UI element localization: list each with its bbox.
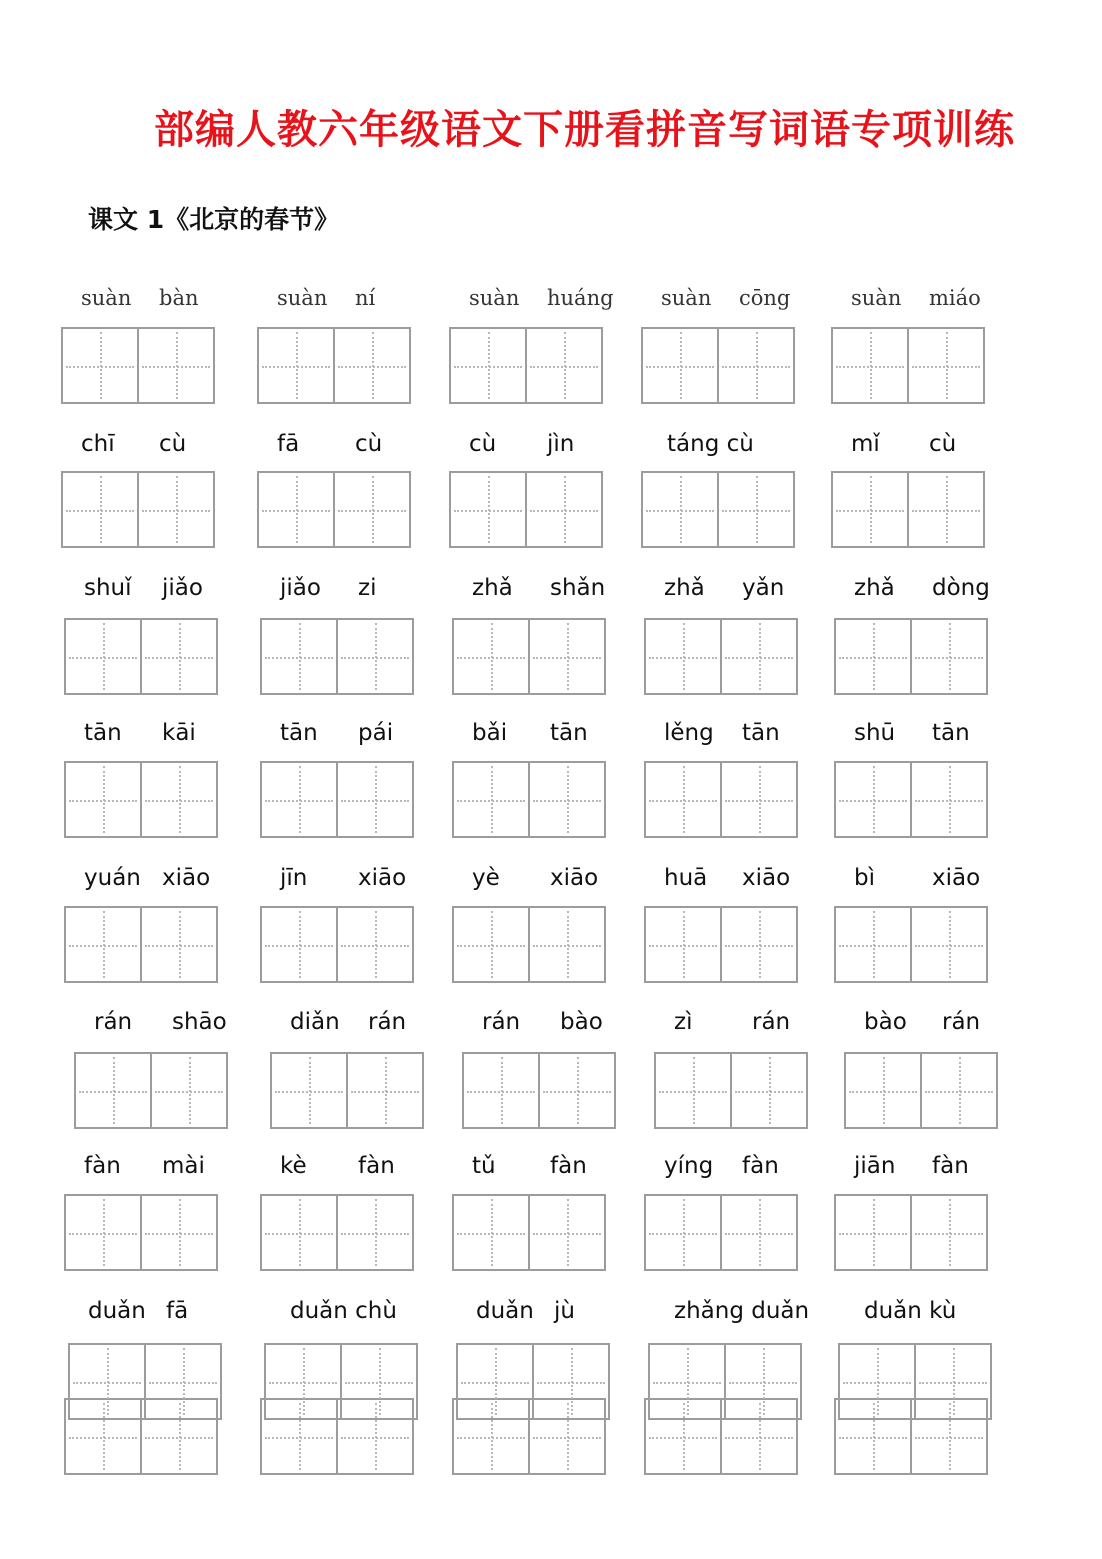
tian-zi-box[interactable] xyxy=(454,908,528,981)
pinyin-line xyxy=(641,427,811,467)
pinyin-line xyxy=(452,1149,622,1189)
tian-zi-box[interactable] xyxy=(144,1345,220,1418)
pinyin-syllable: miáo xyxy=(929,286,981,310)
pinyin-syllable: duǎn kù xyxy=(864,1298,957,1324)
pinyin-line xyxy=(834,861,1004,901)
tian-zi-box[interactable] xyxy=(836,908,910,981)
pinyin-line xyxy=(74,1005,244,1045)
writing-grid[interactable] xyxy=(449,327,603,404)
pinyin-line xyxy=(644,861,814,901)
word-item xyxy=(462,1005,632,1045)
pinyin-syllable: jīn xyxy=(280,865,308,891)
tian-zi-box[interactable] xyxy=(140,620,216,693)
writing-grid[interactable] xyxy=(452,1194,606,1271)
tian-zi-box[interactable] xyxy=(454,763,528,836)
pinyin-syllable: fàn xyxy=(742,1153,779,1179)
pinyin-line xyxy=(844,1005,1014,1045)
pinyin-syllable: kāi xyxy=(162,720,196,746)
pinyin-line xyxy=(449,282,619,322)
pinyin-syllable: fàn xyxy=(932,1153,969,1179)
tian-zi-box[interactable] xyxy=(720,1196,796,1269)
word-item xyxy=(641,427,811,467)
pinyin-line xyxy=(61,282,231,322)
word-item xyxy=(644,1149,814,1189)
writing-grid[interactable] xyxy=(452,906,606,983)
tian-zi-box[interactable] xyxy=(272,1054,346,1127)
tian-zi-box[interactable] xyxy=(656,1054,730,1127)
pinyin-syllable: jiǎo xyxy=(162,575,203,601)
tian-zi-box[interactable] xyxy=(259,473,333,546)
tian-zi-box[interactable] xyxy=(646,620,720,693)
tian-zi-box[interactable] xyxy=(464,1054,538,1127)
pinyin-syllable: zhǎ xyxy=(664,575,705,601)
tian-zi-box[interactable] xyxy=(70,1345,144,1418)
pinyin-syllable: cù xyxy=(355,431,383,457)
pinyin-syllable: zì xyxy=(674,1009,693,1035)
pinyin-line xyxy=(462,1005,632,1045)
tian-zi-box[interactable] xyxy=(910,908,986,981)
pinyin-syllable: xiāo xyxy=(932,865,981,891)
writing-grid[interactable] xyxy=(64,761,218,838)
tian-zi-box[interactable] xyxy=(532,1345,608,1418)
tian-zi-box[interactable] xyxy=(717,329,793,402)
word-item xyxy=(260,716,430,756)
pinyin-syllable: xiāo xyxy=(742,865,791,891)
pinyin-syllable: fàn xyxy=(84,1153,121,1179)
pinyin-syllable: cōng xyxy=(739,286,791,310)
pinyin-line xyxy=(644,571,814,611)
word-item xyxy=(641,282,811,322)
pinyin-syllable: xiāo xyxy=(358,865,407,891)
pinyin-line xyxy=(644,1149,814,1189)
tian-zi-box[interactable] xyxy=(907,329,983,402)
pinyin-syllable: lěng xyxy=(664,720,714,746)
writing-grid[interactable] xyxy=(831,327,985,404)
writing-grid[interactable] xyxy=(844,1052,998,1129)
tian-zi-box[interactable] xyxy=(336,1196,412,1269)
pinyin-syllable: duǎn xyxy=(476,1298,534,1324)
tian-zi-box[interactable] xyxy=(454,620,528,693)
writing-grid[interactable] xyxy=(644,761,798,838)
pinyin-syllable: suàn xyxy=(661,286,712,310)
writing-grid[interactable] xyxy=(834,1194,988,1271)
word-item xyxy=(68,1294,238,1334)
word-item xyxy=(834,861,1004,901)
pinyin-line xyxy=(260,571,430,611)
word-item xyxy=(831,282,1001,322)
word-item xyxy=(648,1294,818,1334)
pinyin-line xyxy=(654,1005,824,1045)
word-item xyxy=(260,861,430,901)
writing-grid[interactable] xyxy=(74,1052,228,1129)
word-item xyxy=(260,571,430,611)
pinyin-line xyxy=(648,1294,818,1334)
word-item xyxy=(831,427,1001,467)
tian-zi-box[interactable] xyxy=(528,908,604,981)
tian-zi-box[interactable] xyxy=(914,1345,990,1418)
pinyin-syllable: shǎn xyxy=(550,575,606,601)
tian-zi-box[interactable] xyxy=(333,329,409,402)
word-item xyxy=(64,861,234,901)
word-item xyxy=(644,571,814,611)
pinyin-line xyxy=(456,1294,626,1334)
pinyin-syllable: rán xyxy=(94,1009,133,1035)
pinyin-line xyxy=(452,571,622,611)
pinyin-syllable: bǎi xyxy=(472,720,508,746)
writing-grid[interactable] xyxy=(644,906,798,983)
pinyin-syllable: rán xyxy=(482,1009,521,1035)
pinyin-syllable: huā xyxy=(664,865,708,891)
tian-zi-box[interactable] xyxy=(836,1196,910,1269)
pinyin-syllable: jiǎo xyxy=(280,575,321,601)
tian-zi-box[interactable] xyxy=(646,1196,720,1269)
pinyin-line xyxy=(270,1005,440,1045)
word-item xyxy=(264,1294,434,1334)
writing-grid[interactable] xyxy=(68,1343,222,1420)
tian-zi-box[interactable] xyxy=(646,908,720,981)
word-item xyxy=(64,1149,234,1189)
pinyin-syllable: mǐ xyxy=(851,431,880,457)
pinyin-syllable: duǎn xyxy=(88,1298,146,1324)
writing-grid[interactable] xyxy=(452,618,606,695)
pinyin-syllable: jù xyxy=(554,1298,575,1324)
writing-grid[interactable] xyxy=(834,906,988,983)
tian-zi-box[interactable] xyxy=(140,763,216,836)
tian-zi-box[interactable] xyxy=(262,1196,336,1269)
tian-zi-box[interactable] xyxy=(846,1054,920,1127)
tian-zi-box[interactable] xyxy=(262,908,336,981)
pinyin-line xyxy=(61,427,231,467)
tian-zi-box[interactable] xyxy=(720,620,796,693)
pinyin-syllable: suàn xyxy=(469,286,520,310)
writing-grid[interactable] xyxy=(264,1343,418,1420)
writing-grid[interactable] xyxy=(831,471,985,548)
tian-zi-box[interactable] xyxy=(528,1196,604,1269)
tian-zi-box[interactable] xyxy=(833,473,907,546)
pinyin-syllable: jiān xyxy=(854,1153,896,1179)
tian-zi-box[interactable] xyxy=(451,329,525,402)
pinyin-syllable: shū xyxy=(854,720,896,746)
word-item xyxy=(449,427,619,467)
pinyin-line xyxy=(644,716,814,756)
pinyin-syllable: zhǎ xyxy=(472,575,513,601)
word-item xyxy=(452,861,622,901)
pinyin-syllable: diǎn xyxy=(290,1009,340,1035)
pinyin-syllable: suàn xyxy=(851,286,902,310)
word-item xyxy=(834,716,1004,756)
pinyin-line xyxy=(831,282,1001,322)
pinyin-line xyxy=(260,861,430,901)
word-item xyxy=(270,1005,440,1045)
pinyin-line xyxy=(257,282,427,322)
pinyin-syllable: tān xyxy=(742,720,780,746)
word-item xyxy=(61,427,231,467)
tian-zi-box[interactable] xyxy=(140,908,216,981)
pinyin-syllable: dòng xyxy=(932,575,990,601)
writing-grid[interactable] xyxy=(260,906,414,983)
tian-zi-box[interactable] xyxy=(525,473,601,546)
pinyin-line xyxy=(452,716,622,756)
writing-grid[interactable] xyxy=(260,1194,414,1271)
pinyin-line xyxy=(64,571,234,611)
word-item xyxy=(64,571,234,611)
writing-grid[interactable] xyxy=(270,1052,424,1129)
tian-zi-box[interactable] xyxy=(66,763,140,836)
tian-zi-box[interactable] xyxy=(262,763,336,836)
tian-zi-box[interactable] xyxy=(451,473,525,546)
lesson-heading: 课文 1《北京的春节》 xyxy=(88,205,340,234)
tian-zi-box[interactable] xyxy=(910,763,986,836)
pinyin-syllable: cù xyxy=(159,431,187,457)
writing-grid[interactable] xyxy=(260,618,414,695)
writing-grid[interactable] xyxy=(257,471,411,548)
tian-zi-box[interactable] xyxy=(730,1054,806,1127)
tian-zi-box[interactable] xyxy=(650,1345,724,1418)
pinyin-syllable: bào xyxy=(864,1009,907,1035)
tian-zi-box[interactable] xyxy=(137,473,213,546)
word-item xyxy=(449,282,619,322)
pinyin-syllable: xiāo xyxy=(550,865,599,891)
word-item xyxy=(456,1294,626,1334)
tian-zi-box[interactable] xyxy=(720,908,796,981)
pinyin-syllable: suàn xyxy=(277,286,328,310)
pinyin-line xyxy=(68,1294,238,1334)
pinyin-syllable: chī xyxy=(81,431,115,457)
tian-zi-box[interactable] xyxy=(528,763,604,836)
tian-zi-box[interactable] xyxy=(910,1196,986,1269)
pinyin-syllable: fā xyxy=(166,1298,189,1324)
tian-zi-box[interactable] xyxy=(333,473,409,546)
pinyin-syllable: zhǎ xyxy=(854,575,895,601)
tian-zi-box[interactable] xyxy=(836,620,910,693)
tian-zi-box[interactable] xyxy=(63,329,137,402)
pinyin-syllable: zhǎng duǎn xyxy=(674,1298,810,1324)
tian-zi-box[interactable] xyxy=(137,329,213,402)
writing-grid[interactable] xyxy=(838,1343,992,1420)
pinyin-syllable: tān xyxy=(280,720,318,746)
pinyin-line xyxy=(834,716,1004,756)
word-item xyxy=(257,282,427,322)
pinyin-line xyxy=(260,716,430,756)
pinyin-syllable: huáng xyxy=(547,286,614,310)
pinyin-syllable: yíng xyxy=(664,1153,714,1179)
page-title: 部编人教六年级语文下册看拼音写词语专项训练 xyxy=(154,106,1015,153)
tian-zi-box[interactable] xyxy=(66,908,140,981)
pinyin-syllable: tān xyxy=(550,720,588,746)
word-item xyxy=(834,571,1004,611)
pinyin-syllable: shāo xyxy=(172,1009,227,1035)
tian-zi-box[interactable] xyxy=(920,1054,996,1127)
tian-zi-box[interactable] xyxy=(336,620,412,693)
writing-grid[interactable] xyxy=(644,1194,798,1271)
writing-grid[interactable] xyxy=(462,1052,616,1129)
tian-zi-box[interactable] xyxy=(262,620,336,693)
pinyin-syllable: tǔ xyxy=(472,1153,496,1179)
tian-zi-box[interactable] xyxy=(336,763,412,836)
pinyin-syllable: rán xyxy=(368,1009,407,1035)
pinyin-syllable: mài xyxy=(162,1153,205,1179)
pinyin-line xyxy=(452,861,622,901)
pinyin-line xyxy=(64,1149,234,1189)
tian-zi-box[interactable] xyxy=(833,329,907,402)
tian-zi-box[interactable] xyxy=(907,473,983,546)
pinyin-syllable: rán xyxy=(752,1009,791,1035)
word-item xyxy=(654,1005,824,1045)
pinyin-syllable: ní xyxy=(355,286,376,310)
pinyin-line xyxy=(831,427,1001,467)
pinyin-syllable: pái xyxy=(358,720,394,746)
pinyin-syllable: bào xyxy=(560,1009,603,1035)
pinyin-syllable: yǎn xyxy=(742,575,785,601)
tian-zi-box[interactable] xyxy=(717,473,793,546)
tian-zi-box[interactable] xyxy=(266,1345,340,1418)
writing-grid[interactable] xyxy=(64,1194,218,1271)
pinyin-syllable: xiāo xyxy=(162,865,211,891)
writing-grid[interactable] xyxy=(834,618,988,695)
word-item xyxy=(452,1149,622,1189)
pinyin-syllable: yè xyxy=(472,865,500,891)
word-item xyxy=(452,571,622,611)
tian-zi-box[interactable] xyxy=(525,329,601,402)
tian-zi-box[interactable] xyxy=(538,1054,614,1127)
tian-zi-box[interactable] xyxy=(720,763,796,836)
pinyin-syllable: tān xyxy=(84,720,122,746)
writing-grid[interactable] xyxy=(64,618,218,695)
tian-zi-box[interactable] xyxy=(150,1054,226,1127)
pinyin-syllable: tān xyxy=(932,720,970,746)
pinyin-syllable: fàn xyxy=(550,1153,587,1179)
writing-grid[interactable] xyxy=(654,1052,808,1129)
pinyin-syllable: zi xyxy=(358,575,377,601)
word-item xyxy=(61,282,231,322)
writing-grid[interactable] xyxy=(641,471,795,548)
pinyin-line xyxy=(834,1149,1004,1189)
pinyin-line xyxy=(641,282,811,322)
pinyin-line xyxy=(257,427,427,467)
writing-grid[interactable] xyxy=(61,327,215,404)
tian-zi-box[interactable] xyxy=(259,329,333,402)
pinyin-line xyxy=(64,716,234,756)
tian-zi-box[interactable] xyxy=(346,1054,422,1127)
writing-grid[interactable] xyxy=(644,618,798,695)
pinyin-syllable: bì xyxy=(854,865,875,891)
pinyin-syllable: cù xyxy=(929,431,957,457)
writing-grid[interactable] xyxy=(648,1343,802,1420)
tian-zi-box[interactable] xyxy=(454,1196,528,1269)
writing-grid[interactable] xyxy=(452,761,606,838)
pinyin-line xyxy=(834,571,1004,611)
writing-grid[interactable] xyxy=(456,1343,610,1420)
word-item xyxy=(452,716,622,756)
writing-grid[interactable] xyxy=(61,471,215,548)
word-item xyxy=(834,1149,1004,1189)
word-item xyxy=(64,716,234,756)
writing-grid[interactable] xyxy=(834,761,988,838)
pinyin-line xyxy=(260,1149,430,1189)
pinyin-syllable: bàn xyxy=(159,286,199,310)
word-item xyxy=(74,1005,244,1045)
tian-zi-box[interactable] xyxy=(140,1196,216,1269)
tian-zi-box[interactable] xyxy=(643,329,717,402)
pinyin-syllable: jìn xyxy=(547,431,575,457)
pinyin-line xyxy=(449,427,619,467)
pinyin-syllable: táng cù xyxy=(667,431,754,457)
pinyin-syllable: yuán xyxy=(84,865,141,891)
tian-zi-box[interactable] xyxy=(66,1196,140,1269)
word-item xyxy=(257,427,427,467)
word-item xyxy=(844,1005,1014,1045)
tian-zi-box[interactable] xyxy=(910,620,986,693)
writing-grid[interactable] xyxy=(260,761,414,838)
writing-grid[interactable] xyxy=(64,906,218,983)
tian-zi-box[interactable] xyxy=(840,1345,914,1418)
writing-grid[interactable] xyxy=(257,327,411,404)
tian-zi-box[interactable] xyxy=(63,473,137,546)
word-item xyxy=(260,1149,430,1189)
pinyin-syllable: fā xyxy=(277,431,300,457)
pinyin-syllable: duǎn chù xyxy=(290,1298,397,1324)
pinyin-line xyxy=(264,1294,434,1334)
pinyin-syllable: rán xyxy=(942,1009,981,1035)
word-item xyxy=(838,1294,1008,1334)
tian-zi-box[interactable] xyxy=(646,763,720,836)
tian-zi-box[interactable] xyxy=(643,473,717,546)
word-item xyxy=(644,716,814,756)
pinyin-syllable: kè xyxy=(280,1153,307,1179)
tian-zi-box[interactable] xyxy=(528,620,604,693)
writing-grid[interactable] xyxy=(449,471,603,548)
writing-grid[interactable] xyxy=(641,327,795,404)
tian-zi-box[interactable] xyxy=(836,763,910,836)
word-item xyxy=(644,861,814,901)
pinyin-syllable: suàn xyxy=(81,286,132,310)
tian-zi-box[interactable] xyxy=(458,1345,532,1418)
tian-zi-box[interactable] xyxy=(724,1345,800,1418)
pinyin-syllable: fàn xyxy=(358,1153,395,1179)
pinyin-line xyxy=(838,1294,1008,1334)
tian-zi-box[interactable] xyxy=(66,620,140,693)
tian-zi-box[interactable] xyxy=(340,1345,416,1418)
tian-zi-box[interactable] xyxy=(76,1054,150,1127)
pinyin-syllable: shuǐ xyxy=(84,575,132,601)
tian-zi-box[interactable] xyxy=(336,908,412,981)
pinyin-syllable: cù xyxy=(469,431,497,457)
pinyin-line xyxy=(64,861,234,901)
